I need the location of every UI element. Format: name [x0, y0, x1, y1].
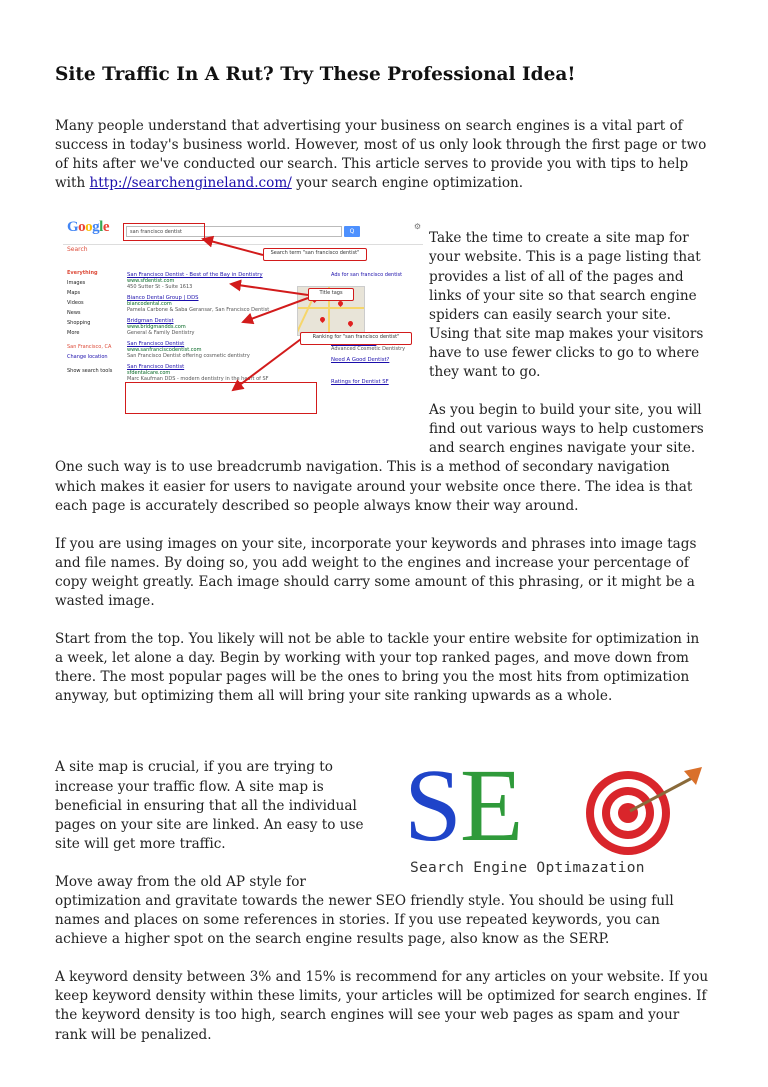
seo-letter-e: E: [459, 748, 522, 864]
nav-item[interactable]: Maps: [67, 290, 81, 297]
nav-item[interactable]: Videos: [67, 300, 84, 307]
searchengineland-link[interactable]: http://searchengineland.com/: [89, 175, 292, 192]
nav-search-tools[interactable]: Show search tools: [67, 368, 113, 375]
result-url: www.sfdentist.com: [127, 278, 175, 285]
images-paragraph: If you are using images on your site, incorporate your keywords and phrases into image tags and file names. By doing so, you add weight to the engines and increase your percentage of copy weight greatly. Each image should carry some amount of this phrasing, or it might be a wasted image.: [55, 535, 697, 609]
result-desc: General & Family Dentistry: [127, 330, 195, 337]
result-title[interactable]: San Francisco Dentist: [127, 364, 185, 371]
crucial-paragraph: A site map is crucial, if you are trying to increase your traffic flow. A site map is beneficial in ensuring that all the individual pages on your site are linked. An easy to use site will get more traffic.: [55, 759, 364, 852]
result-desc: Marc Kaufman DDS - modern dentistry in the heart of SF: [127, 376, 269, 383]
highlight-ranking-result: [125, 382, 317, 414]
result-url: biancodental.com: [127, 301, 172, 308]
nav-change-location[interactable]: Change location: [67, 354, 108, 361]
callout-search-term: Search term "san francisco dentist": [263, 248, 367, 261]
result-title[interactable]: Bridgman Dentist: [127, 318, 174, 325]
result-desc: San Francisco Dentist offering cosmetic dentistry: [127, 353, 250, 360]
callout-title-tags: Title tags: [308, 288, 354, 301]
sitemap-paragraph: Take the time to create a site map for your website. This is a page listing that provides a list of all of the pages and links of your site so that search engine spiders can easily search your site. Using that site map makes your visitors have to use fewer clicks to go to where they want to go.: [429, 230, 704, 381]
seo-letters: [404, 748, 522, 864]
result-title[interactable]: San Francisco Dentist - Best of the Bay in Dentistry: [127, 272, 263, 279]
google-results-screenshot: [63, 219, 423, 452]
google-search-button[interactable]: Q: [344, 226, 360, 237]
result-url: sfdentalcare.com: [127, 370, 171, 377]
intro-paragraph: [55, 117, 710, 193]
target-icon: [584, 763, 704, 873]
page-title: Site Traffic In A Rut? Try These Professional Idea!: [55, 64, 576, 85]
ad-desc: Advanced Cosmetic Dentistry: [331, 346, 406, 353]
seo-logo: [404, 748, 704, 886]
google-search-input[interactable]: san francisco dentist: [126, 226, 342, 237]
ap-style-paragraph: Move away from the old AP style for optimization and gravitate towards the newer SEO friendly style. You should be using full names and places on some references in stories. If you use repeated keywords, you can achieve a higher spot on the search engine results page, also know as the SERP.: [55, 873, 674, 948]
density-paragraph: A keyword density between 3% and 15% is recommend for any articles on your website. If you keep keyword density within these limits, your articles will be optimized for search engines. If the keyword density is too high, search engines will see your web pages as spam and your rank will be penalized.: [55, 969, 709, 1043]
breadcrumb-paragraph: As you begin to build your site, you will find out various ways to help customers and search engines navigate your site. One such way is to use breadcrumb navigation. This is a method of secondary navigation which makes it easier for users to navigate around your website once there. The idea is that each page is accurately described so people always know their way around.: [55, 402, 704, 514]
result-url: www.bridgmandds.com: [127, 324, 186, 331]
result-title[interactable]: San Francisco Dentist: [127, 341, 185, 348]
arrow-to-title: [231, 284, 308, 295]
google-logo: Google: [67, 219, 110, 236]
nav-item[interactable]: News: [67, 310, 81, 317]
callout-ranking: Ranking for "san francisco dentist": [300, 332, 412, 345]
top-pages-paragraph: Start from the top. You likely will not be able to tackle your entire website for optimization in a week, let alone a day. Begin by working with your top ranked pages, and move down from there. The most popular pages will be the ones to bring you the most hits from optimization anyway, but optimizing them all will bring your site ranking upwards as a whole.: [55, 631, 700, 705]
intro-text-before: Many people understand that advertising your business on search engines is a vital part of success in today's business world. However, most of us only look through the first page or two of hits after we've conducted our search. This article serves to provide you with tips to help with: [55, 118, 707, 192]
result-desc: Pamela Carbone & Saba Geransar, San Francisco Dentist: [127, 307, 270, 314]
ad-title[interactable]: Need A Good Dentist?: [331, 357, 390, 364]
seo-tagline: Search Engine Optimazation: [410, 860, 645, 877]
highlight-searchbox: [123, 223, 205, 241]
nav-item[interactable]: Images: [67, 280, 86, 287]
article: [55, 0, 710, 1064]
arrow-to-searchbox: [203, 239, 263, 255]
result-desc: 450 Sutter St - Suite 1613: [127, 284, 193, 291]
intro-text-after: your search engine optimization.: [291, 175, 524, 192]
result-url: www.sanfranciscodentist.com: [127, 347, 202, 354]
nav-item[interactable]: More: [67, 330, 80, 337]
arrow-to-title-2: [243, 298, 308, 322]
result-title[interactable]: Bianco Dental Group | DDS: [127, 295, 199, 302]
seo-letter-s: S: [404, 748, 460, 864]
nav-item[interactable]: Everything: [67, 270, 98, 277]
gear-icon: ⚙: [413, 222, 421, 232]
ads-title: Ads for san francisco dentist: [331, 272, 403, 279]
ad-title[interactable]: Ratings for Dentist SF: [331, 379, 389, 386]
nav-location: San Francisco, CA: [67, 344, 112, 351]
nav-item[interactable]: Shopping: [67, 320, 91, 327]
search-label: Search: [67, 246, 88, 254]
